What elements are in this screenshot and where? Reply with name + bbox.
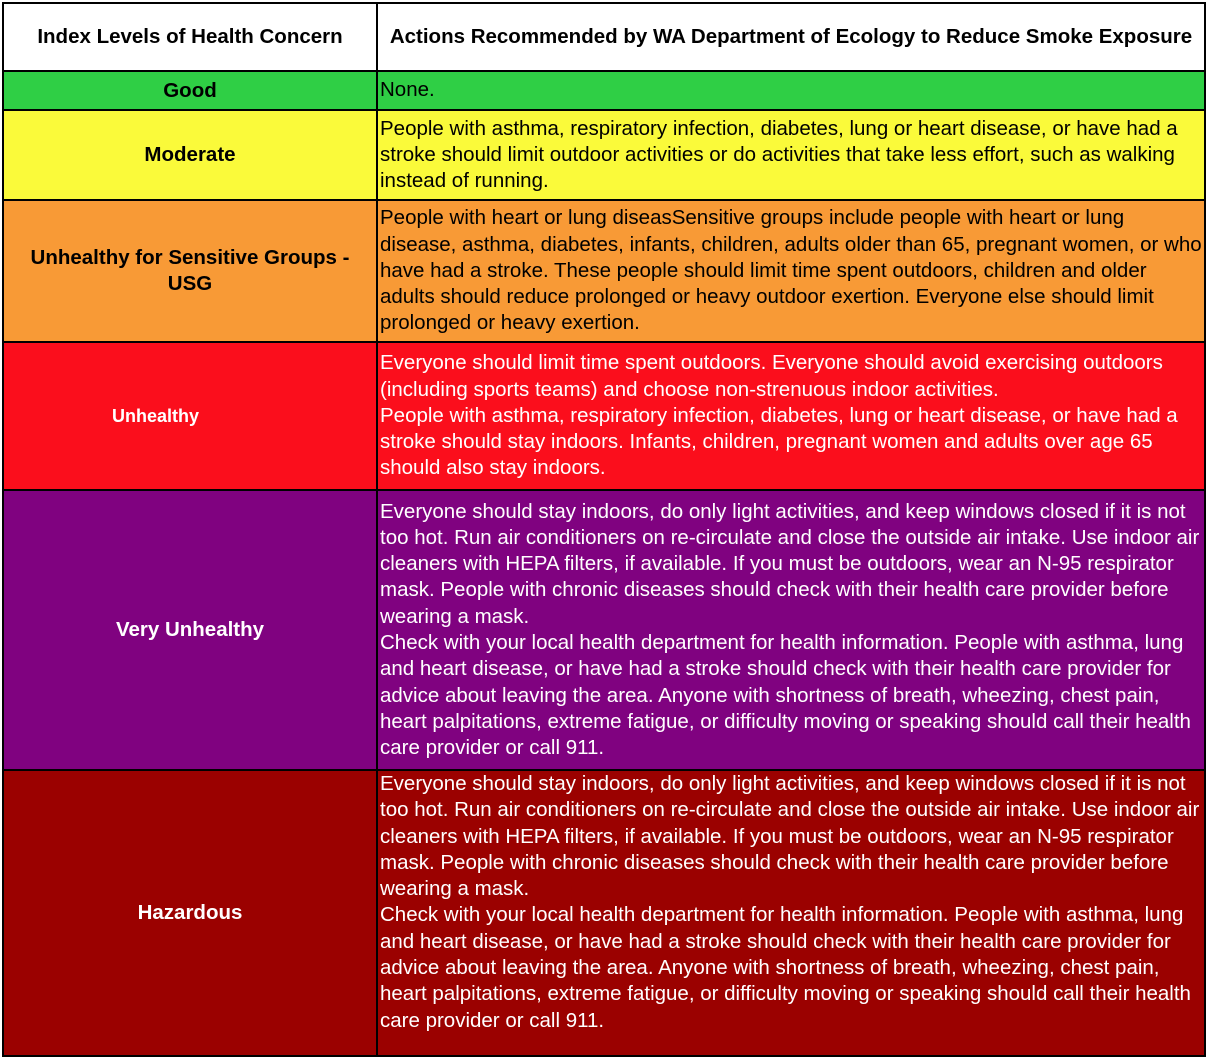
actions-very-unhealthy <box>377 490 1205 770</box>
table-row-moderate <box>3 110 1205 200</box>
level-hazardous: Hazardous <box>3 770 377 1056</box>
table-row-good <box>3 71 1205 110</box>
header-row <box>3 3 1205 71</box>
actions-good <box>377 71 1205 110</box>
smoke-exposure-table <box>2 2 1206 1057</box>
action-text: People with heart or lung diseasSensitive groups include people with heart or lung disease, asthma, diabetes, infants, children, adults older than 65, pregnant women, or who have had a stroke. These people should limit time spent outdoors, children and older adults should reduce prolonged or heavy outdoor exertion. Everyone else should limit prolonged or heavy exertion. <box>380 206 1202 335</box>
level-good: Good <box>3 71 377 110</box>
actions-usg <box>377 200 1205 342</box>
actions-unhealthy <box>377 342 1205 490</box>
action-text: Everyone should stay indoors, do only light activities, and keep windows closed if it is not too hot. Run air conditioners on re-circulate and close the outside air intake. Use indoor air cleaners with HEPA filters, if available. If you must be outdoors, wear an N-95 respirator mask. People with chronic diseases should check with their health care provider before wearing a mask. <box>380 499 1200 628</box>
level-usg: Unhealthy for Sensitive Groups - USG <box>3 200 377 342</box>
action-text: Everyone should stay indoors, do only light activities, and keep windows closed if it is not too hot. Run air conditioners on re-circulate and close the outside air intake. Use indoor air cleaners with HEPA filters, if available. If you must be outdoors, wear an N-95 respirator mask. People with chronic diseases should check with their health care provider before wearing a mask. <box>380 772 1200 901</box>
actions-hazardous <box>377 770 1205 1056</box>
level-unhealthy: Unhealthy <box>3 342 377 490</box>
table-row-usg <box>3 200 1205 342</box>
action-text: Everyone should limit time spent outdoors. Everyone should avoid exercising outdoors (including sports teams) and choose non-strenuous indoor activities. <box>380 351 1163 401</box>
header-index-levels: Index Levels of Health Concern <box>3 3 377 71</box>
level-moderate: Moderate <box>3 110 377 200</box>
table-row-very-unhealthy <box>3 490 1205 770</box>
table-row-hazardous <box>3 770 1205 1056</box>
action-text: Check with your local health department for health information. People with asthma, lung and heart disease, or have had a stroke should check with their health care provider for advice about leaving the area. Anyone with shortness of breath, wheezing, chest pain, heart palpitations, extreme fatigue, or difficulty moving or speaking should call their health care provider or call 911. <box>380 903 1191 1032</box>
header-actions-recommended: Actions Recommended by WA Department of Ecology to Reduce Smoke Exposure <box>377 3 1205 71</box>
action-text: People with asthma, respiratory infection, diabetes, lung or heart disease, or have had a stroke should stay indoors. Infants, children, pregnant women and adults over age 65 should also stay indoors. <box>380 403 1178 480</box>
level-very-unhealthy: Very Unhealthy <box>3 490 377 770</box>
action-text: None. <box>380 78 435 102</box>
actions-moderate <box>377 110 1205 200</box>
action-text: People with asthma, respiratory infection, diabetes, lung or heart disease, or have had a stroke should limit outdoor activities or do activities that take less effort, such as walking instead of running. <box>380 116 1178 193</box>
action-text: Check with your local health department for health information. People with asthma, lung and heart disease, or have had a stroke should check with their health care provider for advice about leaving the area. Anyone with shortness of breath, wheezing, chest pain, heart palpitations, extreme fatigue, or difficulty moving or speaking should call their health care provider or call 911. <box>380 631 1191 760</box>
table-row-unhealthy <box>3 342 1205 490</box>
